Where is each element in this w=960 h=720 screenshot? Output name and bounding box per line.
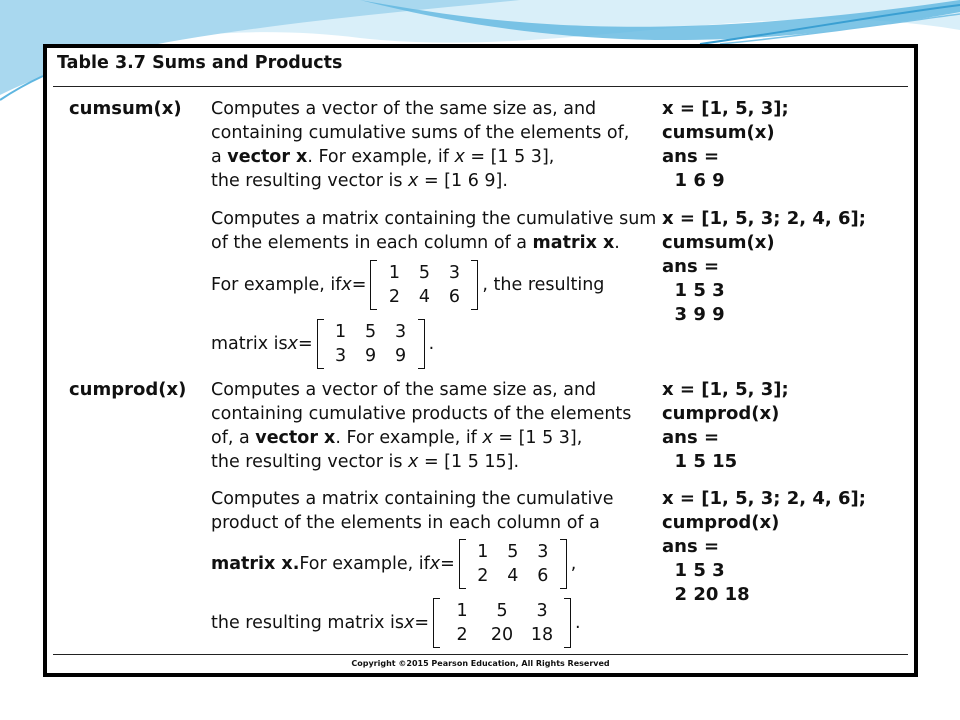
text-line [211,426,651,450]
left-bracket [433,598,440,648]
text-fragment: . For example, if [335,428,483,448]
text-fragment: = [1 5 3], [464,147,555,167]
variable-x: x [482,428,493,448]
text-line [211,145,651,169]
text-fragment: = [440,554,455,574]
matrix-cell: 5 [507,542,519,562]
text-line: containing cumulative products of the elements [211,404,632,424]
text-fragment: = [351,275,367,295]
cumsum-matrix-code [662,207,866,327]
text-fragment: = [1 5 3], [492,428,583,448]
cumprod-matrix-result-line [211,598,581,648]
matrix-cell: 3 [537,542,549,562]
matrix-cell: 18 [530,625,554,645]
text-fragment: = [1 5 15]. [418,452,520,472]
matrix-cell: 2 [477,566,489,586]
matrix-row [379,285,469,309]
code-line: cumsum(x) [662,122,775,143]
variable-x: x [429,554,441,574]
text-fragment: a [211,147,228,167]
matrix-cell: 9 [365,346,377,366]
matrix-cell: 1 [335,322,347,342]
code-line: x = [1, 5, 3; 2, 4, 6]; [662,488,866,509]
left-bracket [370,260,377,310]
text-fragment: of the elements in each column of a [211,233,533,253]
right-bracket [471,260,478,310]
matrix-body [440,598,564,648]
matrix-row [442,623,562,647]
text-fragment: . [575,613,581,633]
text-fragment: For example, if [299,554,430,574]
text-line: containing cumulative sums of the elements of, [211,123,630,143]
matrix-body [324,319,418,369]
cumprod-matrix-code [662,487,866,607]
table-title: Table 3.7 Sums and Products [57,53,343,73]
input-matrix [370,260,478,310]
matrix-row [379,261,469,285]
text-line: Computes a matrix containing the cumulative [211,489,614,509]
right-bracket [560,539,567,589]
code-line: ans = [662,256,720,277]
matrix-row [468,564,558,588]
bold-term: vector x [227,147,308,167]
variable-x: x [341,275,352,295]
table-frame [43,44,918,677]
matrix-cell: 6 [537,566,549,586]
text-line: product of the elements in each column of a [211,513,600,533]
text-fragment: For example, if [211,275,342,295]
text-fragment: . [614,233,620,253]
matrix-body [377,260,471,310]
right-bracket [418,319,425,369]
code-line: 2 20 18 [662,584,750,605]
matrix-cell: 3 [536,601,548,621]
text-fragment: the resulting vector is [211,171,409,191]
left-bracket [317,319,324,369]
matrix-cell: 2 [456,625,468,645]
code-line: 1 6 9 [662,170,725,191]
matrix-cell: 3 [395,322,407,342]
code-line: ans = [662,536,720,557]
code-line: ans = [662,146,720,167]
left-bracket [459,539,466,589]
text-line: Computes a vector of the same size as, and [211,380,597,400]
matrix-cell: 3 [448,263,460,283]
matrix-cell: 2 [388,287,400,307]
bold-term: matrix x. [211,554,300,574]
code-line: x = [1, 5, 3; 2, 4, 6]; [662,208,866,229]
variable-x: x [454,147,465,167]
matrix-cell: 4 [418,287,430,307]
cumprod-matrix-description [211,487,651,535]
matrix-cell: 4 [507,566,519,586]
matrix-row [326,344,416,368]
code-line: 3 9 9 [662,304,725,325]
text-fragment: = [414,613,430,633]
text-line [211,231,651,255]
code-line: x = [1, 5, 3]; [662,98,789,119]
cumsum-matrix-example-line [211,260,604,310]
bold-term: vector x [255,428,336,448]
text-fragment: matrix is [211,334,288,354]
header-divider [53,86,908,87]
matrix-cell: 1 [388,263,400,283]
matrix-cell: 1 [456,601,468,621]
code-line: cumsum(x) [662,232,775,253]
code-line: cumprod(x) [662,512,780,533]
text-fragment: = [1 6 9]. [418,171,508,191]
text-fragment: , the resulting [482,275,605,295]
function-name-cumsum: cumsum(x) [69,98,182,119]
text-fragment: , [570,554,577,574]
right-bracket [564,598,571,648]
copyright-footer: Copyright ©2015 Pearson Education, All Rights Reserved [351,659,610,668]
text-line [211,169,651,193]
output-matrix [317,319,425,369]
matrix-cell: 5 [365,322,377,342]
code-line: 1 5 3 [662,560,725,581]
code-line: 1 5 3 [662,280,725,301]
cumprod-vector-description [211,378,651,474]
function-name-cumprod: cumprod(x) [69,379,187,400]
cumsum-vector-code [662,97,789,193]
matrix-cell: 5 [496,601,508,621]
text-fragment: = [297,334,313,354]
cumsum-matrix-description [211,207,657,255]
matrix-cell: 20 [490,625,514,645]
input-matrix [459,539,567,589]
bold-term: matrix x [532,233,615,253]
cumsum-vector-description [211,97,651,193]
matrix-row [442,599,562,623]
code-line: ans = [662,427,720,448]
variable-x: x [408,452,419,472]
text-fragment: the resulting vector is [211,452,409,472]
variable-x: x [408,171,419,191]
matrix-cell: 3 [335,346,347,366]
variable-x: x [287,334,298,354]
matrix-cell: 1 [477,542,489,562]
text-fragment: . For example, if [307,147,455,167]
code-line: 1 5 15 [662,451,738,472]
output-matrix [433,598,571,648]
text-fragment: of, a [211,428,256,448]
code-line: cumprod(x) [662,403,780,424]
matrix-row [468,540,558,564]
text-line: Computes a matrix containing the cumulative sum [211,209,657,229]
cumsum-matrix-result-line [211,319,434,369]
matrix-row [326,320,416,344]
code-line: x = [1, 5, 3]; [662,379,789,400]
text-line: Computes a vector of the same size as, and [211,99,597,119]
variable-x: x [404,613,415,633]
text-line [211,450,651,474]
footer-divider [53,654,908,655]
matrix-cell: 6 [448,287,460,307]
cumprod-matrix-example-line [211,539,576,589]
matrix-cell: 5 [418,263,430,283]
text-fragment: the resulting matrix is [211,613,405,633]
matrix-body [466,539,560,589]
text-fragment: . [428,334,435,354]
matrix-cell: 9 [395,346,407,366]
cumprod-vector-code [662,378,789,474]
